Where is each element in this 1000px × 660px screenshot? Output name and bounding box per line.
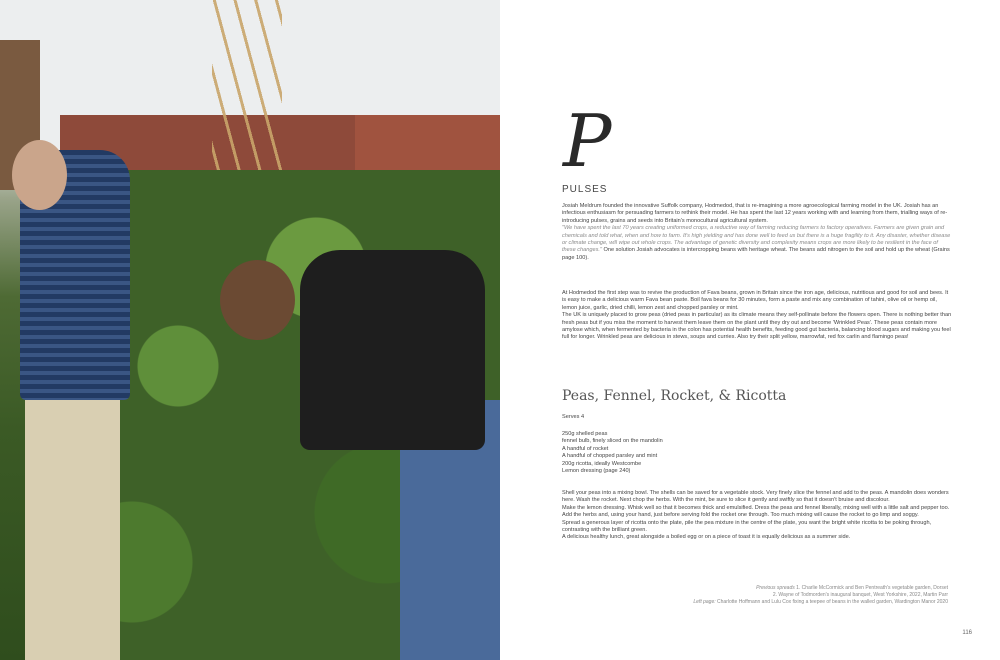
ingredient-item: A handful of chopped parsley and mint [562,453,658,460]
credit-line [618,599,948,606]
intro-quote: "We have spent the last 70 years creating uniformed crops, a reductive way of farming reducing farmers to factory operatives. Farmers are given grain and chemicals and told what, when and how to farm. It's high yielding and has done well to feed us but there is a huge fragility to it. Any disaster, whether disease or climate change, will wipe out whole crops. The advantage of genetic diversity and complexity means crops are more likely to be resilient in the face of these changes." [562,225,951,254]
intro-paragraph-end: One solution Josiah advocates is intercropping beans with heritage wheat. The beans add nitrogen to the soil and hold up the wheat (Grains page 100). [562,247,950,261]
credit-text: Charlotte Hoffmann and Lulu Cox fixing a teepee of beans in the walled garden, Wardington Manor 2020 [717,599,948,605]
fava-paragraph: At Hodmedod the first step was to revive the production of Fava beans, grown in Britain since the iron age, delicious, nutritious and good for soil and bees. It is easy to make a delicious warm Fava bean paste. Boil fava beans for 30 minutes, form a paste and mix any combination of tahini, olive oil or hemp oil, lemon juice, garlic, dried chilli, lemon zest and chopped parsley or mint. [562,290,949,311]
method-step: Spread a generous layer of ricotta onto the plate, pile the pea mixture in the centre of the plate, you want the bright white ricotta to be poking through, contrasting with the brilliant green. [562,519,932,534]
photo-gardener-left-trousers [25,400,120,660]
ingredient-item: fennel bulb, finely sliced on the mandolin [562,438,663,445]
credit-lead: Left page: [693,599,716,605]
method-step: A delicious healthy lunch, great alongside a boiled egg or on a piece of toast it is equally delicious as a summer side. [562,534,851,541]
credit-line: 2. Wayne of Todmorden's inaugural banquet, West Yorkshire, 2022, Martin Parr [772,592,948,598]
credit-lead: Previous spreads [756,585,795,591]
photo-gardener-right-head [220,260,295,340]
ingredient-item: 200g ricotta, ideally Westcombe [562,460,642,467]
fava-text [562,290,952,342]
recipe-serves: Serves 4 [562,414,585,420]
method-text [562,490,952,542]
credit-text: 1. Charlie McCormick and Ben Pentreath's vegetable garden, Dorset [796,585,948,591]
text-page [500,0,1000,660]
peas-paragraph: The UK is uniquely placed to grow peas (dried peas in particular) as its climate means they self-pollinate before the flowers open. There is nothing better than fresh peas but if you miss the moment to harvest them leave them on the plant until they dry out and become 'Wrinkled Peas'. These peas contain more amylose which, when fermented by bacteria in the colon has potential health benefits, feeding good gut bacteria, balancing blood sugars and making you feel full for longer. Wrinkled peas are delicious in stews, soups and curries. Also try their split yellow, marrowfat, red fox carlin and flamingo peas! [562,312,952,341]
method-step: Shell your peas into a mixing bowl. The shells can be saved for a vegetable stock. Very finely slice the fennel and add to the peas. A mandolin does wonders here. Wash the rocket. Next chop the herbs. With the mint, be sure to slice it gently and swiftly so that it doesn't bruise and discolour. [562,490,949,504]
ingredients-list [562,431,952,475]
method-step: Make the lemon dressing. Whisk well so that it becomes thick and emulsified. Dress the peas and fennel liberally, mixing well with a little salt and pepper too. Add the herbs and, using your hand, just before serving fold the rocket one through. Too much mixing will cause the rocket to go limp and soggy. [562,504,950,519]
intro-text [562,203,952,262]
section-dropcap: P [563,99,612,183]
credit-line [618,585,948,592]
photo-credits [618,585,948,606]
section-title: PULSES [562,184,608,195]
ingredient-item: Lemon dressing (page 240) [562,468,631,475]
intro-paragraph: Josiah Meldrum founded the innovative Suffolk company, Hodmedod, that is re-imagining a more agroecological farming model in the UK. Josiah has an infectious enthusiasm for persuading farmers to rethink their model. He has spent the last 12 years working with and learning from them, trialling ways of re-introducing pulses, grains and seeds into Britain's monocultural agricultural system. [562,203,948,224]
page-number: 116 [962,630,972,636]
intro-quote-block [562,225,952,262]
photo-gardener-right-jacket [300,250,485,450]
ingredient-item: 250g shelled peas [562,431,608,437]
recipe-title: Peas, Fennel, Rocket, & Ricotta [562,388,787,404]
ingredient-item: A handful of rocket [562,445,609,452]
photo-gardener-left-head [12,140,67,210]
